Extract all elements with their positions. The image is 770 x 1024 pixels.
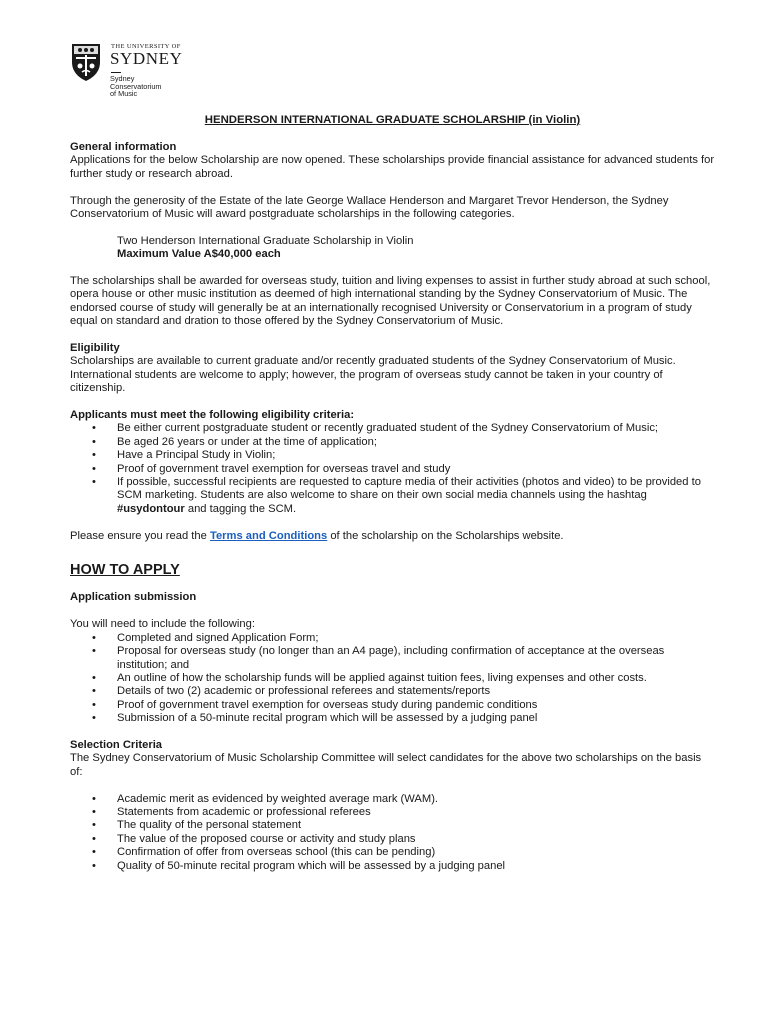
- terms-link[interactable]: Terms and Conditions: [209, 529, 328, 542]
- list-item: [70, 476, 715, 516]
- list-item: [70, 672, 715, 685]
- bullet-icon: •: [92, 462, 96, 475]
- terms-paragraph: [70, 530, 715, 543]
- list-item: [70, 806, 715, 819]
- eligibility-paragraph: Scholarships are available to current graduate and/or recently graduated students of the Sydney Conservatorium of Music. International students are welcome to apply; however, the program of overseas study cannot be taken in your country of citizenship.: [70, 355, 676, 395]
- application-submission-heading: Application submission: [70, 591, 197, 604]
- logo-sydney: SYDNEY: [110, 49, 183, 68]
- logo-subtitle: [110, 75, 162, 98]
- bullet-icon: •: [92, 832, 96, 845]
- list-item-text: Proof of government travel exemption for overseas study during pandemic conditions: [117, 698, 538, 711]
- selection-heading: Selection Criteria: [70, 738, 163, 751]
- document-title: HENDERSON INTERNATIONAL GRADUATE SCHOLARSHIP (in Violin): [204, 114, 581, 126]
- general-heading: General information: [70, 141, 177, 153]
- general-paragraph-3: The scholarships shall be awarded for overseas study, tuition and living expenses to assist in further study abroad at such school, opera house or other music institution as deemed of high international standing by the Sydney Conservatorium of Music. The endorsed course of study will generally be at an internationally recognised University or Conservatorium in a program of study equal on standard and dration to those offered by the Sydney Conservatorium of Music.: [70, 275, 711, 328]
- list-item-text: Proof of government travel exemption for overseas travel and study: [117, 462, 451, 475]
- list-item-text: Quality of 50-minute recital program which will be assessed by a judging panel: [117, 859, 506, 872]
- bullet-icon: •: [92, 805, 96, 818]
- list-item-text: and tagging the SCM.: [184, 502, 297, 515]
- list-item: [70, 833, 715, 846]
- list-item: [70, 793, 715, 806]
- criteria-heading: Applicants must meet the following eligibility criteria:: [70, 409, 355, 422]
- bullet-icon: •: [92, 685, 96, 698]
- bullet-icon: •: [92, 819, 96, 832]
- list-item: [70, 463, 715, 476]
- bullet-icon: •: [92, 846, 96, 859]
- bullet-icon: •: [92, 422, 96, 435]
- list-item-text: The value of the proposed course or activity and study plans: [117, 832, 416, 845]
- eligibility-heading: Eligibility: [70, 342, 120, 355]
- list-item-text: If possible, successful recipients are requested to capture media of their activities (photos and video) to be provided to SCM marketing. Students are also welcome to share on their own social media channels using the hashtag: [117, 476, 701, 502]
- bullet-icon: •: [92, 631, 96, 644]
- list-item: [70, 436, 715, 449]
- bullet-icon: •: [92, 476, 96, 489]
- bullet-icon: •: [92, 435, 96, 448]
- list-item: [70, 632, 715, 645]
- list-item: [70, 699, 715, 712]
- selection-intro: The Sydney Conservatorium of Music Scholarship Committee will select candidates for the above two scholarships on the basis of:: [70, 752, 702, 778]
- list-item: [70, 685, 715, 698]
- list-item: [70, 422, 715, 435]
- general-paragraph-1: Applications for the below Scholarship are now opened. These scholarships provide financial assistance for advanced students for further study or research abroad.: [70, 154, 715, 180]
- list-item-text: Statements from academic or professional referees: [117, 805, 371, 818]
- general-paragraph-2: Through the generosity of the Estate of the late George Wallace Henderson and Margaret Trevor Henderson, the Sydney Conservatorium of Music will award postgraduate scholarships in the following categories.: [70, 194, 669, 221]
- bullet-icon: •: [92, 712, 96, 725]
- list-item: [70, 449, 715, 462]
- logo-sub-line: Sydney: [110, 74, 135, 83]
- list-item: [70, 860, 715, 873]
- list-item: [70, 819, 715, 832]
- criteria-list: [70, 422, 715, 516]
- how-to-apply-heading: HOW TO APPLY: [70, 562, 180, 579]
- list-item-text: Completed and signed Application Form;: [117, 631, 319, 644]
- hashtag: #usydontour: [117, 502, 185, 515]
- scholarship-category: Two Henderson International Graduate Scholarship in Violin: [117, 234, 414, 247]
- crest-icon: [70, 42, 102, 82]
- bullet-icon: •: [92, 859, 96, 872]
- logo-sub-line: of Music: [110, 89, 138, 99]
- document-body: [70, 141, 715, 873]
- university-logo: [70, 40, 270, 102]
- logo-sub-line: Conservatorium: [110, 81, 162, 91]
- list-item-text: Be aged 26 years or under at the time of application;: [117, 435, 377, 448]
- list-item: [70, 712, 715, 725]
- scholarship-value: Maximum Value A$40,000 each: [117, 248, 281, 261]
- selection-list: [70, 793, 715, 873]
- list-item-text: Academic merit as evidenced by weighted average mark (WAM).: [117, 792, 439, 805]
- bullet-icon: •: [92, 792, 96, 805]
- list-item: [70, 645, 715, 672]
- apply-intro: You will need to include the following:: [70, 618, 255, 631]
- apply-list: [70, 632, 715, 726]
- list-item-text: The quality of the personal statement: [117, 819, 302, 832]
- bullet-icon: •: [92, 671, 96, 684]
- bullet-icon: •: [92, 645, 96, 658]
- list-item-text: Proposal for overseas study (no longer than an A4 page), including confirmation of acceptance at the overseas institution; and: [117, 645, 665, 671]
- list-item-text: Confirmation of offer from overseas school (this can be pending): [117, 846, 436, 859]
- logo-university-of: THE UNIVERSITY OF: [111, 43, 181, 50]
- list-item-text: Be either current postgraduate student or recently graduated student of the Sydney Conservatorium of Music;: [117, 422, 659, 435]
- bullet-icon: •: [92, 698, 96, 711]
- list-item-text: Details of two (2) academic or professional referees and statements/reports: [117, 685, 491, 698]
- terms-text: of the scholarship on the Scholarships website.: [327, 529, 564, 542]
- logo-rule: [111, 72, 121, 73]
- list-item-text: Have a Principal Study in Violin;: [117, 449, 276, 462]
- list-item-text: An outline of how the scholarship funds will be applied against tuition fees, living expenses and other costs.: [117, 671, 647, 684]
- bullet-icon: •: [92, 449, 96, 462]
- list-item-text: Submission of a 50-minute recital program which will be assessed by a judging panel: [117, 712, 538, 725]
- list-item: [70, 846, 715, 859]
- terms-text: Please ensure you read the: [70, 529, 210, 542]
